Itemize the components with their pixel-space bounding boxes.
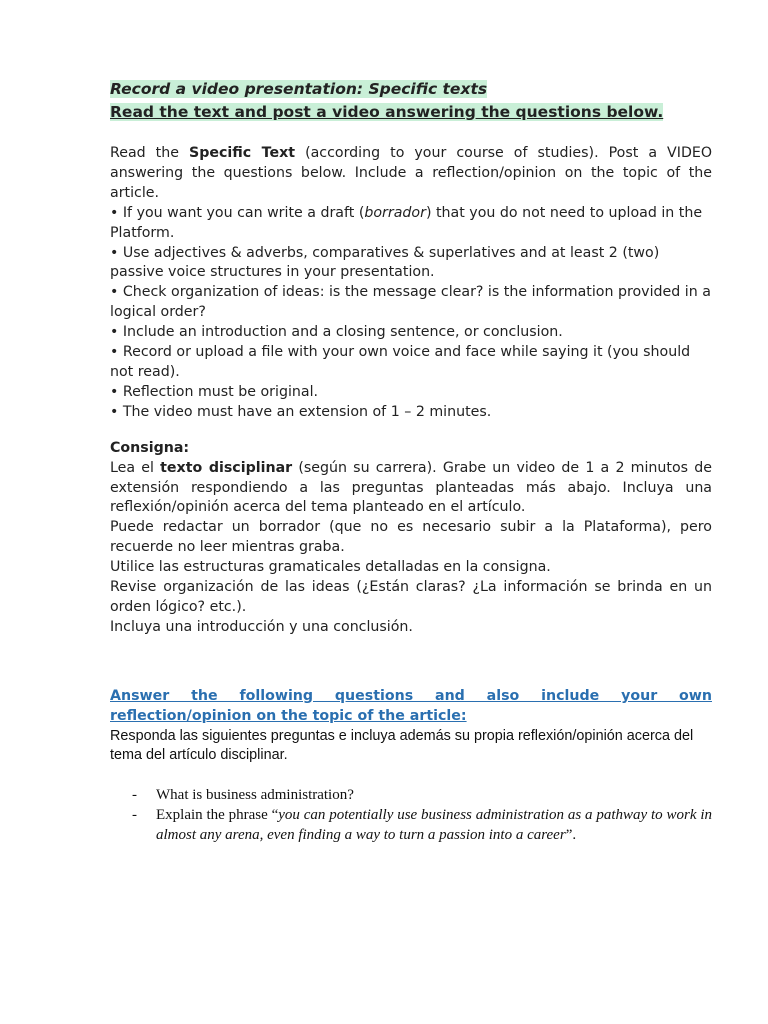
instructions-spanish — [110, 439, 712, 638]
list-dash: - — [132, 787, 137, 804]
consigna-text-end: (según su carrera). Grabe un video de 1 a 2 minutos de extensión respondiendo a las preguntas planteadas más abajo. Incluya una reflexión/opinión acerca del tema planteado en el artículo. — [110, 459, 712, 516]
consigna-heading: Consigna: — [110, 439, 190, 456]
bullet-draft — [110, 204, 712, 244]
consigna-paragraph-3: Utilice las estructuras gramaticales detalladas en la consigna. — [110, 559, 551, 576]
consigna-text-start: Lea el — [110, 459, 161, 476]
consigna-paragraph-2: Puede redactar un borrador (que no es necesario subir a la Plataforma), pero recuerde no leer mientras graba. — [110, 519, 712, 556]
instructions-english — [110, 144, 712, 423]
consigna-texto-disciplinar: texto disciplinar — [160, 459, 293, 476]
question-2-quote: you can potentially use business administration as a pathway to work in almost any arena, even finding a way to turn a passion into a career — [156, 807, 712, 844]
questions-link[interactable]: Answer the following questions and also include your own reflection/opinion on the topic of the article: — [110, 687, 712, 724]
questions-spanish-text: Responda las siguientes preguntas e incluya además su propia reflexión/opinión acerca del tema del artículo disciplinar. — [110, 727, 694, 764]
question-2-start: Explain the phrase “ — [156, 807, 279, 824]
intro-text-end: (according to your course of studies). Post a VIDEO answering the questions below. Include a reflection/opinion on the topic of the article. — [110, 145, 713, 201]
consigna-paragraph-1 — [110, 459, 712, 519]
intro-text-start: Read the — [110, 145, 190, 161]
bullet-draft-italic: borrador — [364, 204, 426, 221]
assignment-title-text: Record a video presentation: Specific texts — [110, 80, 488, 98]
question-2-end: ”. — [565, 827, 577, 844]
assignment-subtitle-text: Read the text and post a video answering the questions below. — [110, 103, 664, 121]
document-content — [110, 78, 712, 846]
bullet-draft-end: ) that you do not need to upload in the Platform. — [110, 204, 703, 241]
bullet-draft-start: • If you want you can write a draft ( — [110, 204, 365, 221]
question-item-1 — [110, 786, 712, 806]
question-1-text: What is business administration? — [156, 787, 354, 804]
intro-paragraph — [110, 144, 712, 204]
bullet-grammar: • Use adjectives & adverbs, comparatives & superlatives and at least 2 (two) passive voice structures in your presentation. — [110, 244, 660, 281]
list-dash: - — [132, 807, 137, 824]
bullet-record: • Record or upload a file with your own voice and face while saying it (you should not read). — [110, 344, 691, 380]
consigna-paragraph-5: Incluya una introducción y una conclusión. — [110, 618, 413, 635]
bullet-duration: • The video must have an extension of 1 – 2 minutes. — [110, 403, 492, 420]
assignment-subtitle — [110, 100, 712, 124]
questions-list — [110, 786, 712, 846]
bullet-original: • Reflection must be original. — [110, 383, 319, 400]
bullet-introduction: • Include an introduction and a closing sentence, or conclusion. — [110, 324, 563, 341]
intro-specific-text: Specific Text — [189, 145, 296, 161]
question-item-2 — [110, 806, 712, 846]
assignment-title — [110, 78, 712, 100]
consigna-paragraph-4: Revise organización de las ideas (¿Están claras? ¿La información se brinda en un orden lógico? etc.). — [110, 579, 712, 615]
bullet-organization: • Check organization of ideas: is the message clear? is the information provided in a logical order? — [110, 284, 711, 321]
